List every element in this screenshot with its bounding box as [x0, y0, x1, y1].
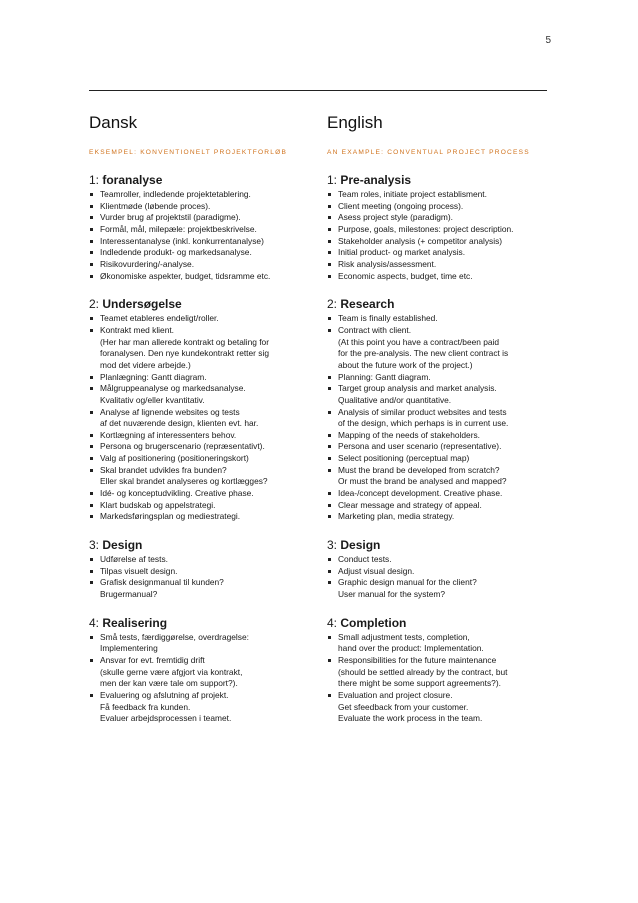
bullet-list: [89, 313, 311, 523]
list-item-line: Contract with client.: [338, 324, 412, 335]
section-number: 4:: [89, 615, 100, 630]
list-item: [89, 372, 311, 384]
list-item: [327, 189, 549, 201]
list-item-line: (skulle gerne være afgjort via kontrakt,: [100, 666, 243, 677]
list-item: [89, 201, 311, 213]
list-item-line: Kvalitativ og/eller kvantitativ.: [100, 394, 205, 405]
list-item-line: Målgruppeanalyse og markedsanalyse.: [100, 383, 246, 394]
list-item-line: Teamet etableres endeligt/roller.: [100, 313, 219, 324]
section-title: Research: [340, 297, 395, 312]
section-number: 2:: [89, 297, 100, 312]
list-item: [89, 500, 311, 512]
section-heading: [327, 616, 549, 631]
list-item-line: Teamroller, indledende projektetablering.: [100, 189, 251, 199]
list-item: [89, 690, 311, 725]
list-item-line: User manual for the system?: [338, 589, 446, 600]
column-subtitle: EKSEMPEL: KONVENTIONELT PROJEKTFORLØB: [89, 149, 288, 156]
section-title: Undersøgelse: [102, 297, 182, 312]
section-title: Realisering: [102, 615, 168, 630]
list-item-line: Idea-/concept development. Creative phase.: [338, 488, 503, 499]
list-item: [89, 511, 311, 523]
list-item-line: Eller skal brandet analyseres og kortlægges?: [100, 476, 268, 487]
list-item-line: Kortlægning af interessenters behov.: [100, 429, 237, 440]
list-item-line: Planning: Gantt diagram.: [338, 371, 431, 382]
section-title: Completion: [340, 615, 407, 630]
list-item: [327, 236, 549, 248]
list-item-line: Klientmøde (løbende proces).: [100, 200, 211, 211]
section: [327, 538, 549, 601]
section-number: 1:: [89, 173, 100, 187]
list-item: [89, 441, 311, 453]
list-item-line: Mapping of the needs of stakeholders.: [338, 429, 481, 440]
column-subtitle: AN EXAMPLE: CONVENTUAL PROJECT PROCESS: [327, 149, 530, 156]
section-number: 2:: [327, 297, 338, 312]
list-item-line: Evaluation and project closure.: [338, 689, 453, 700]
section-number: 1:: [327, 173, 338, 187]
section-heading: [327, 173, 549, 188]
list-item-line: Responsibilities for the future maintenance: [338, 655, 497, 665]
list-item: [327, 500, 549, 512]
list-item-line: Markedsføringsplan og mediestrategi.: [100, 511, 241, 522]
list-item: [327, 577, 549, 600]
section-heading: [327, 538, 549, 553]
list-item: [89, 325, 311, 372]
section: [327, 173, 549, 282]
list-item-line: Analysis of similar product websites and tests: [338, 406, 507, 417]
list-item: [89, 259, 311, 271]
list-item-line: Economic aspects, budget, time etc.: [338, 270, 473, 281]
list-item: [89, 189, 311, 201]
list-item-line: Team roles, initiate project establisment.: [338, 189, 487, 199]
section-title: Design: [102, 538, 143, 553]
list-item-line: men der kan være tale om support?).: [100, 678, 238, 689]
section: [89, 616, 311, 725]
list-item: [327, 488, 549, 500]
list-item-line: hand over the product: Implementation.: [338, 643, 484, 654]
list-item-line: Marketing plan, media strategy.: [338, 511, 455, 522]
list-item: [89, 632, 311, 655]
list-item-line: Få feedback fra kunden.: [100, 701, 191, 712]
section-heading: [327, 297, 549, 312]
list-item-line: Formål, mål, milepæle: projektbeskrivelse.: [100, 223, 257, 234]
list-item: [327, 465, 549, 488]
section: [327, 297, 549, 523]
list-item-line: Grafisk designmanual til kunden?: [100, 577, 224, 588]
list-item-line: about the future work of the project.): [338, 359, 473, 370]
list-item-line: Persona and user scenario (representative).: [338, 441, 502, 452]
section-number: 3:: [327, 538, 338, 553]
list-item: [327, 407, 549, 430]
list-item-line: Skal brandet udvikles fra bunden?: [100, 464, 227, 475]
list-item-line: Client meeting (ongoing process).: [338, 200, 464, 211]
list-item: [327, 372, 549, 384]
list-item-line: Graphic design manual for the client?: [338, 577, 477, 588]
section-heading: [89, 297, 311, 312]
list-item: [327, 511, 549, 523]
column-english: [327, 113, 549, 725]
list-item-line: Select positioning (perceptual map): [338, 453, 470, 464]
list-item: [327, 554, 549, 566]
section-heading: [89, 538, 311, 553]
list-item: [327, 259, 549, 271]
list-item: [327, 453, 549, 465]
list-item: [89, 313, 311, 325]
bullet-list: [327, 189, 549, 282]
section: [89, 173, 311, 282]
bullet-list: [327, 632, 549, 725]
list-item: [327, 271, 549, 283]
list-item-line: Interessentanalyse (inkl. konkurrentanalyse): [100, 235, 264, 246]
section-title: Design: [340, 538, 381, 553]
list-item: [89, 488, 311, 500]
list-item-line: Kontrakt med klient.: [100, 324, 175, 335]
list-item-line: af det nuværende design, klienten evt. har.: [100, 418, 259, 429]
list-item: [327, 313, 549, 325]
list-item-line: Valg af positionering (positioneringskort): [100, 453, 249, 464]
list-item: [327, 441, 549, 453]
bullet-list: [327, 554, 549, 601]
list-item-line: foranalysen. Den nye kundekontrakt retter sig: [100, 348, 269, 359]
list-item: [327, 632, 549, 655]
section: [89, 297, 311, 523]
list-item: [327, 690, 549, 725]
list-item: [327, 325, 549, 372]
list-item-line: Udførelse af tests.: [100, 554, 168, 565]
section-title: Pre-analysis: [340, 173, 412, 187]
bullet-list: [89, 189, 311, 282]
list-item: [327, 383, 549, 406]
list-item-line: Persona og brugerscenario (repræsentativt).: [100, 441, 265, 452]
list-item: [89, 655, 311, 690]
list-item-line: Risikovurdering/-analyse.: [100, 258, 195, 269]
list-item-line: Target group analysis and market analysis.: [338, 383, 497, 394]
list-item-line: Tilpas visuelt design.: [100, 565, 178, 576]
section-heading: [89, 173, 311, 188]
list-item-line: Evaluer arbejdsprocessen i teamet.: [100, 713, 232, 724]
bullet-list: [89, 632, 311, 725]
list-item-line: Analyse af lignende websites og tests: [100, 406, 240, 417]
list-item-line: Klart budskab og appelstrategi.: [100, 499, 216, 510]
list-item-line: Or must the brand be analysed and mapped?: [338, 476, 507, 487]
section-number: 4:: [327, 615, 338, 630]
header-divider: [89, 90, 547, 91]
list-item-line: Implementering: [100, 643, 158, 654]
list-item-line: Clear message and strategy of appeal.: [338, 499, 482, 510]
list-item-line: Evaluate the work process in the team.: [338, 713, 483, 724]
list-item-line: (At this point you have a contract/been paid: [338, 336, 500, 347]
list-item-line: Vurder brug af projektstil (paradigme).: [100, 212, 241, 223]
list-item-line: Stakeholder analysis (+ competitor analysis): [338, 235, 503, 246]
list-item-line: (should be settled already by the contract, but: [338, 666, 508, 677]
list-item-line: Conduct tests.: [338, 554, 392, 565]
page-number: 5: [545, 35, 551, 46]
section: [327, 616, 549, 725]
list-item-line: mod det videre arbejde.): [100, 359, 191, 370]
list-item-line: (Her har man allerede kontrakt og betaling for: [100, 336, 269, 347]
list-item-line: Initial product- og market analysis.: [338, 247, 466, 258]
list-item-line: Purpose, goals, milestones: project description.: [338, 223, 514, 234]
list-item: [89, 247, 311, 259]
column-title: Dansk: [89, 113, 138, 132]
list-item-line: Small adjustment tests, completion,: [338, 631, 470, 642]
list-item-line: Brugermanual?: [100, 589, 158, 600]
section: [89, 538, 311, 601]
list-item: [89, 212, 311, 224]
list-item-line: Must the brand be developed from scratch?: [338, 464, 500, 475]
bullet-list: [327, 313, 549, 523]
list-item: [89, 224, 311, 236]
list-item: [89, 453, 311, 465]
list-item-line: Økonomiske aspekter, budget, tidsramme etc.: [100, 270, 271, 281]
bullet-list: [89, 554, 311, 601]
list-item: [89, 554, 311, 566]
list-item-line: Team is finally established.: [338, 313, 438, 324]
list-item: [327, 430, 549, 442]
list-item-line: Indledende produkt- og markedsanalyse.: [100, 247, 252, 258]
section-title: foranalyse: [102, 173, 163, 187]
list-item-line: Adjust visual design.: [338, 565, 415, 576]
list-item-line: Asess project style (paradigm).: [338, 212, 453, 223]
list-item: [89, 577, 311, 600]
list-item: [327, 224, 549, 236]
list-item-line: Ansvar for evt. fremtidig drift: [100, 655, 205, 665]
list-item: [327, 212, 549, 224]
list-item: [89, 407, 311, 430]
column-dansk: [89, 113, 311, 725]
section-list: [327, 173, 549, 725]
list-item: [89, 465, 311, 488]
list-item-line: of the design, which perhaps is in current use.: [338, 418, 509, 429]
section-number: 3:: [89, 538, 100, 553]
list-item-line: Små tests, færdiggørelse, overdragelse:: [100, 631, 249, 642]
list-item-line: Evaluering og afslutning af projekt.: [100, 689, 229, 700]
list-item-line: there might be some support agreements?).: [338, 678, 501, 689]
list-item: [89, 430, 311, 442]
list-item-line: for the pre-analysis. The new client contract is: [338, 348, 509, 359]
list-item-line: Risk analysis/assessment.: [338, 258, 437, 269]
list-item: [89, 271, 311, 283]
list-item: [89, 566, 311, 578]
section-list: [89, 173, 311, 725]
list-item-line: Planlægning: Gantt diagram.: [100, 371, 207, 382]
list-item-line: Idé- og konceptudvikling. Creative phase.: [100, 488, 254, 499]
section-heading: [89, 616, 311, 631]
list-item-line: Get sfeedback from your customer.: [338, 701, 469, 712]
list-item: [327, 247, 549, 259]
list-item: [89, 236, 311, 248]
column-title: English: [327, 113, 383, 132]
list-item: [89, 383, 311, 406]
list-item: [327, 566, 549, 578]
list-item: [327, 201, 549, 213]
list-item: [327, 655, 549, 690]
list-item-line: Qualitative and/or quantitative.: [338, 394, 452, 405]
